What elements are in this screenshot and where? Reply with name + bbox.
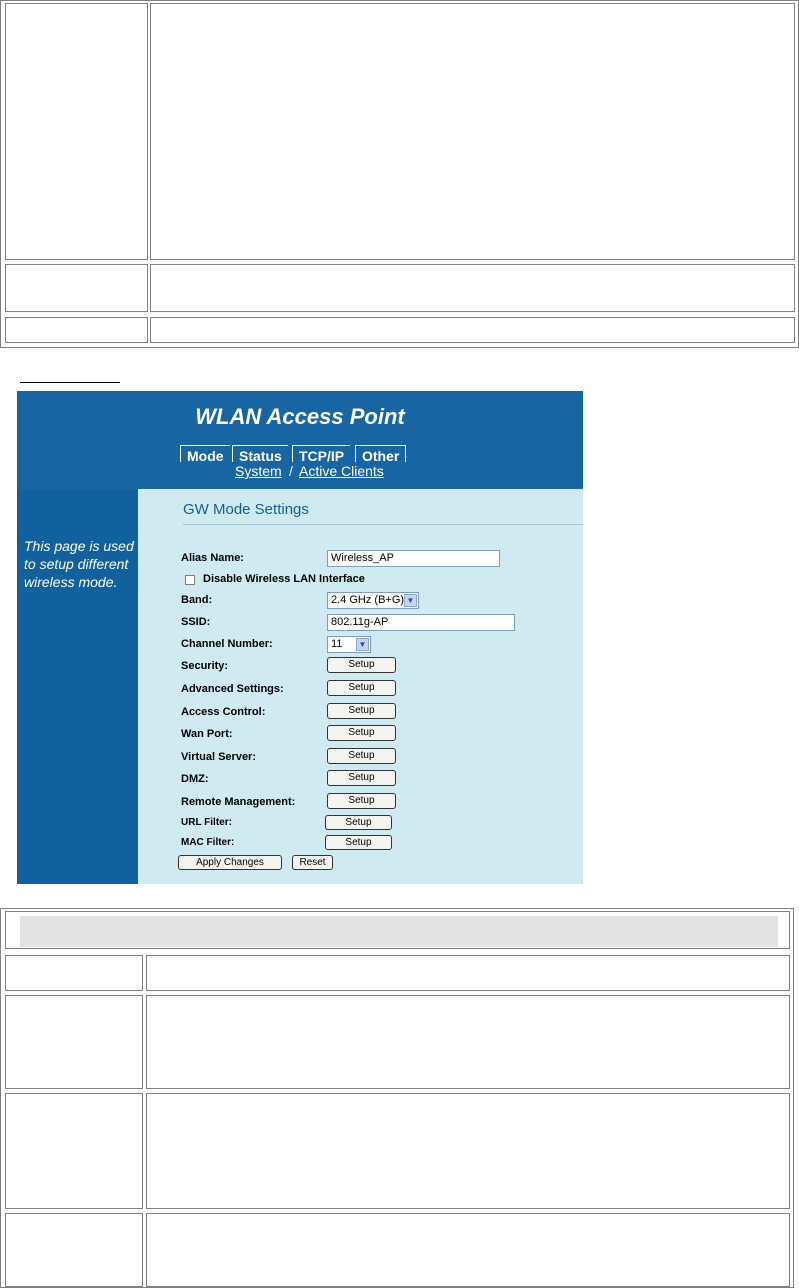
subtab-active-clients[interactable]: Active Clients <box>299 463 384 479</box>
table-cell <box>5 995 143 1089</box>
title-divider <box>183 524 583 525</box>
channel-value: 11 <box>331 638 343 650</box>
virtual-server-setup-button[interactable]: Setup <box>327 748 396 764</box>
subtab-separator: / <box>289 463 293 479</box>
table-cell <box>146 995 790 1089</box>
security-setup-button[interactable]: Setup <box>327 657 396 673</box>
chevron-down-icon: ▼ <box>356 638 369 651</box>
access-control-setup-button[interactable]: Setup <box>327 703 396 719</box>
table-cell <box>150 3 795 260</box>
disable-wlan-checkbox[interactable] <box>185 575 195 585</box>
url-filter-setup-button[interactable]: Setup <box>325 815 392 830</box>
wan-port-label: Wan Port: <box>181 728 233 740</box>
tab-status[interactable]: Status <box>232 445 288 462</box>
url-filter-label: URL Filter: <box>181 817 232 828</box>
security-label: Security: <box>181 660 229 672</box>
access-control-label: Access Control: <box>181 706 266 718</box>
advanced-setup-button[interactable]: Setup <box>327 680 396 696</box>
apply-changes-button[interactable]: Apply Changes <box>178 855 282 870</box>
sidebar-description: This page is used to setup different wireless mode. <box>24 538 134 590</box>
channel-select[interactable] <box>327 636 371 653</box>
sidebar <box>17 489 138 884</box>
dmz-label: DMZ: <box>181 773 209 785</box>
bottom-table <box>0 908 794 1288</box>
table-cell <box>146 1093 790 1209</box>
reset-button[interactable]: Reset <box>292 855 333 870</box>
virtual-server-label: Virtual Server: <box>181 751 257 763</box>
remote-management-setup-button[interactable]: Setup <box>327 793 396 809</box>
table-cell <box>5 1213 143 1287</box>
table-cell <box>5 1093 143 1209</box>
table-cell <box>5 317 148 343</box>
ssid-input[interactable]: 802.11g-AP <box>327 614 515 631</box>
table-header-cell <box>5 911 790 949</box>
subtab-system[interactable]: System <box>235 463 282 479</box>
wan-port-setup-button[interactable]: Setup <box>327 725 396 741</box>
tab-tcpip[interactable]: TCP/IP <box>292 445 350 462</box>
alias-name-input[interactable]: Wireless_AP <box>327 550 500 567</box>
chevron-down-icon: ▼ <box>404 594 417 607</box>
band-select[interactable] <box>327 592 419 609</box>
settings-panel <box>138 489 583 884</box>
advanced-label: Advanced Settings: <box>181 683 284 695</box>
channel-label: Channel Number: <box>181 638 273 650</box>
table-cell <box>146 955 790 991</box>
mac-filter-setup-button[interactable]: Setup <box>325 835 392 850</box>
app-title: WLAN Access Point <box>195 404 405 429</box>
tab-other[interactable]: Other <box>355 445 406 462</box>
alias-label: Alias Name: <box>181 552 244 564</box>
top-table <box>0 0 799 348</box>
band-label: Band: <box>181 594 213 606</box>
table-cell <box>146 1213 790 1287</box>
mac-filter-label: MAC Filter: <box>181 837 235 848</box>
table-cell <box>150 317 795 343</box>
remote-management-label: Remote Management: <box>181 796 296 808</box>
figure-caption-underline <box>20 363 120 383</box>
table-cell <box>5 3 148 260</box>
ssid-label: SSID: <box>181 616 211 628</box>
page-title: GW Mode Settings <box>183 501 309 518</box>
wlan-web-ui <box>17 391 583 884</box>
disable-wlan-label: Disable Wireless LAN Interface <box>203 573 365 585</box>
table-header-bar <box>20 916 778 947</box>
tab-mode[interactable]: Mode <box>180 445 230 462</box>
header-banner <box>17 391 583 489</box>
dmz-setup-button[interactable]: Setup <box>327 770 396 786</box>
table-cell <box>150 264 795 312</box>
table-cell <box>5 264 148 312</box>
table-cell <box>5 955 143 991</box>
band-value: 2.4 GHz (B+G) <box>331 594 405 606</box>
